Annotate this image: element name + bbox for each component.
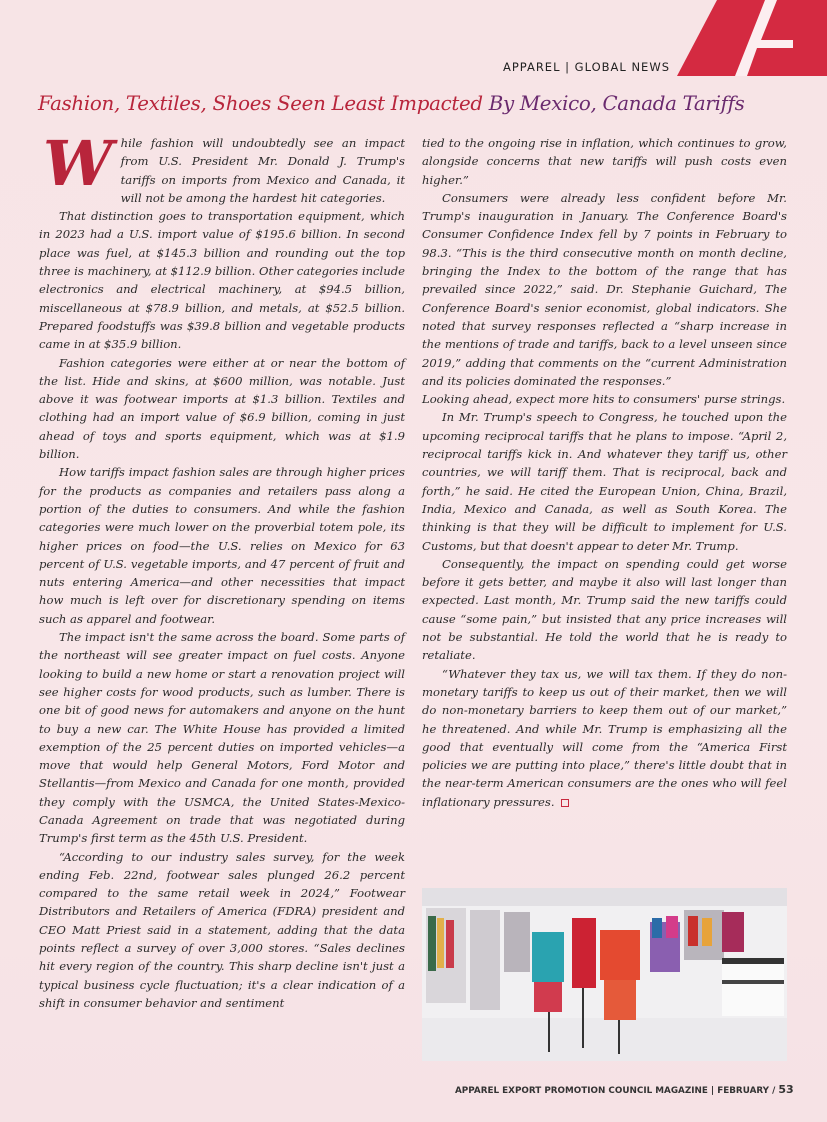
footer-text: APPAREL EXPORT PROMOTION COUNCIL MAGAZINE | FEBRUARY / [455,1086,779,1096]
headline-part-2: By Mexico, Canada Tariffs [482,92,745,115]
article-paragraph [422,665,787,811]
paragraph-text: hile fashion will undoubtedly see an impact from U.S. President Mr. Donald J. Trump's tariffs on imports from Mexico and Canada, it will not be among the hardest hit categories. [120,136,405,205]
page-footer [455,1083,794,1096]
store-photo [422,888,787,1061]
article-column-left [39,127,405,1012]
section-label: APPAREL | GLOBAL NEWS [502,60,670,74]
article-paragraph: In Mr. Trump's speech to Congress, he touched upon the upcoming reciprocal tariffs that he plans to impose. “April 2, reciprocal tariffs kick in. And whatever they tariff us, other countries, we will tariff them. That is reciprocal, back and forth,” he said. He cited the European Union, China, Brazil, India, Mexico and Canada, as well as South Korea. The thinking is that they will be difficult to implement for U.S. Customs, but that doesn't appear to deter Mr. Trump. [422,410,787,553]
drop-cap: W [43,127,113,200]
section-corner-logo [677,0,827,76]
article-paragraph: “According to our industry sales survey, for the week ending Feb. 22nd, footwear sales plunged 26.2 percent compared to the same retail week in 2024,” Footwear Distributors and Retailers of America (FDRA) president and CEO Matt Priest said in a statement, adding that the data points reflect a survey of over 3,000 stores. “Sales declines hit every region of the country. This sharp decline isn't just a typical business cycle fluctuation; it's a clear indication of a shift in consumer behavior and sentiment [39,849,405,1010]
headline [38,92,798,115]
end-mark-icon [561,799,569,807]
article-paragraph: Fashion categories were either at or near the bottom of the list. Hide and skins, at $600 million, was notable. Just above it was footwear imports at $1.3 billion. Textiles and clothing had an import value of $6.9 billion, coming in just ahead of toys and sports equipment, which was at $1.9 billion. [39,355,405,462]
headline-part-1: Fashion, Textiles, Shoes Seen Least Impacted [38,92,483,115]
article-paragraph: Looking ahead, expect more hits to consumers' purse strings. [422,392,786,407]
article-paragraph [39,127,405,207]
article-paragraph: Consequently, the impact on spending could get worse before it gets better, and maybe it also will last longer than expected. Last month, Mr. Trump said the new tariffs could cause “some pain,” but insisted that any price increases will not be substantial. He told the world that he is ready to retaliate. [422,556,787,663]
article-paragraph: The impact isn't the same across the board. Some parts of the northeast will see greater impact on fuel costs. Anyone looking to build a new home or start a renovation project will see higher costs for wood products, such as lumber. There is one bit of good news for automakers and anyone on the hunt to buy a new car. The White House has provided a limited exemption of the 25 percent duties on imported vehicles—a move that would help General Motors, Ford Motor and Stellantis—from Mexico and Canada for one month, provided they comply with the USMCA, the United States-Mexico-Canada Agreement on trade that was negotiated during Trump's first term as the 45th U.S. President. [39,630,405,846]
article-paragraph: That distinction goes to transportation equipment, which in 2023 had a U.S. import value of $195.6 billion. In second place was fuel, at $145.3 billion and rounding out the top three is machinery, at $112.9 billion. Other categories include electronics and electrical machinery, at $94.5 billion, miscellaneous at $78.9 billion, and metals, at $52.5 billion. Prepared foodstuffs was $39.8 billion and vegetable products came in at $35.9 billion. [39,209,405,352]
paragraph-text: “Whatever they tax us, we will tax them. If they do non-monetary tariffs to keep us out of their market, then we will do non-monetary barriers to keep them out of our market,” he threatened. And while Mr. Trump is emphasizing all the good that eventually will come from the “America First policies we are putting into place,” there's little doubt that in the near-term American consumers are the ones who will feel inflationary pressures. [422,666,787,809]
article-paragraph: Consumers were already less confident before Mr. Trump's inauguration in January. The Conference Board's Consumer Confidence Index fell by 7 points in February to 98.3. “This is the third consecutive month on month decline, bringing the Index to the bottom of the range that has prevailed since 2022,” said. Dr. Stephanie Guichard, The Conference Board's senior economist, global indicators. She noted that survey responses reflected a “sharp increase in the mentions of trade and tariffs, back to a level unseen since 2019,” adding that comments on the “current Administration and its policies dominated the responses.” [422,190,787,388]
article-paragraph: tied to the ongoing rise in inflation, which continues to grow, alongside concerns that new tariffs will push costs even higher.” [422,136,787,187]
article-column-right [422,134,787,811]
article-paragraph: How tariffs impact fashion sales are through higher prices for the products as companies and retailers pass along a portion of the duties to consumers. And while the fashion categories were much lower on the proverbial totem pole, its higher prices on food—the U.S. relies on Mexico for 63 percent of U.S. vegetable imports, and 47 percent of fruit and nuts entering America—and other necessities that impact how much is left over for discretionary spending on items such as apparel and footwear. [39,465,405,626]
page-number: 53 [778,1083,794,1096]
